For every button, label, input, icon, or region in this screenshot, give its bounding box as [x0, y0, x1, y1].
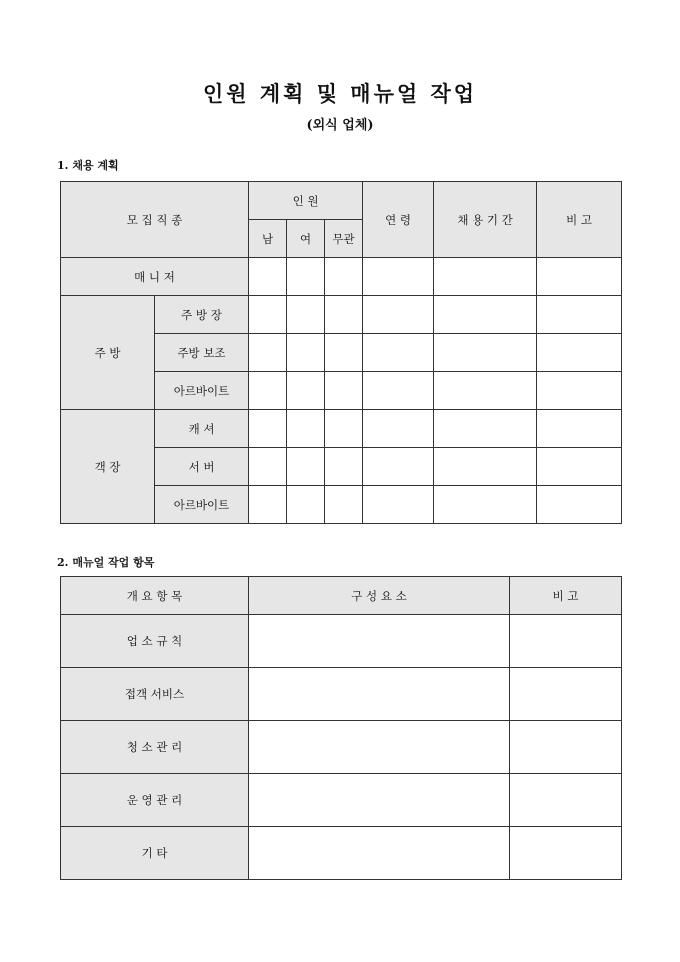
cell-any[interactable]	[325, 486, 363, 524]
cell-male[interactable]	[249, 448, 287, 486]
cell-age[interactable]	[363, 410, 434, 448]
cell-period[interactable]	[434, 334, 537, 372]
header-male: 남	[249, 220, 287, 258]
group-label-kitchen: 주 방	[61, 296, 155, 410]
cell-age[interactable]	[363, 448, 434, 486]
cell-any[interactable]	[325, 448, 363, 486]
document-title: 인원 계획 및 매뉴얼 작업	[202, 81, 478, 106]
cell-note[interactable]	[537, 486, 622, 524]
header-hiring-period: 채 용 기 간	[434, 182, 537, 258]
row-label-cleaning: 청 소 관 리	[61, 721, 249, 774]
header-job-type: 모 집 직 종	[61, 182, 249, 258]
cell-female[interactable]	[287, 258, 325, 296]
cell-any[interactable]	[325, 258, 363, 296]
cell-note[interactable]	[537, 372, 622, 410]
cell-female[interactable]	[287, 448, 325, 486]
cell-note[interactable]	[537, 448, 622, 486]
cell-age[interactable]	[363, 372, 434, 410]
cell-male[interactable]	[249, 296, 287, 334]
cell-period[interactable]	[434, 486, 537, 524]
cell-male[interactable]	[249, 486, 287, 524]
cell-period[interactable]	[434, 296, 537, 334]
section-heading-manual-items: 2. 매뉴얼 작업 항목	[57, 556, 155, 569]
cell-period[interactable]	[434, 410, 537, 448]
document-subtitle: (외식 업체)	[306, 118, 374, 133]
row-label-cashier: 캐 셔	[155, 410, 249, 448]
header-female: 여	[287, 220, 325, 258]
group-label-hall: 객 장	[61, 410, 155, 524]
cell-age[interactable]	[363, 296, 434, 334]
cell-note[interactable]	[510, 615, 622, 668]
cell-period[interactable]	[434, 372, 537, 410]
header-note: 비 고	[537, 182, 622, 258]
cell-note[interactable]	[537, 410, 622, 448]
row-label-house-rules: 업 소 규 칙	[61, 615, 249, 668]
cell-male[interactable]	[249, 372, 287, 410]
cell-male[interactable]	[249, 410, 287, 448]
cell-any[interactable]	[325, 410, 363, 448]
row-label-customer-service: 접객 서비스	[61, 668, 249, 721]
cell-note[interactable]	[537, 296, 622, 334]
cell-note[interactable]	[510, 721, 622, 774]
header-components: 구 성 요 소	[249, 577, 510, 615]
cell-components[interactable]	[249, 827, 510, 880]
cell-age[interactable]	[363, 258, 434, 296]
row-label-operations: 운 영 관 리	[61, 774, 249, 827]
cell-male[interactable]	[249, 334, 287, 372]
cell-any[interactable]	[325, 372, 363, 410]
cell-note[interactable]	[510, 827, 622, 880]
cell-age[interactable]	[363, 334, 434, 372]
header-personnel: 인 원	[249, 182, 363, 220]
cell-note[interactable]	[537, 334, 622, 372]
hiring-plan-table	[60, 181, 622, 524]
cell-note[interactable]	[510, 668, 622, 721]
manual-items-table	[60, 576, 622, 880]
row-label-head-chef: 주 방 장	[155, 296, 249, 334]
header-note: 비 고	[510, 577, 622, 615]
section-heading-hiring-plan: 1. 채용 계획	[57, 159, 119, 172]
cell-any[interactable]	[325, 296, 363, 334]
cell-note[interactable]	[537, 258, 622, 296]
header-any: 무관	[325, 220, 363, 258]
header-overview: 개 요 항 목	[61, 577, 249, 615]
row-label-kitchen-parttime: 아르바이트	[155, 372, 249, 410]
cell-female[interactable]	[287, 372, 325, 410]
cell-period[interactable]	[434, 448, 537, 486]
cell-male[interactable]	[249, 258, 287, 296]
row-label-hall-parttime: 아르바이트	[155, 486, 249, 524]
cell-components[interactable]	[249, 721, 510, 774]
cell-components[interactable]	[249, 668, 510, 721]
cell-any[interactable]	[325, 334, 363, 372]
cell-female[interactable]	[287, 296, 325, 334]
cell-components[interactable]	[249, 774, 510, 827]
cell-components[interactable]	[249, 615, 510, 668]
cell-female[interactable]	[287, 410, 325, 448]
row-label-manager: 매 니 저	[61, 258, 249, 296]
row-label-other: 기 타	[61, 827, 249, 880]
cell-age[interactable]	[363, 486, 434, 524]
cell-period[interactable]	[434, 258, 537, 296]
header-age: 연 령	[363, 182, 434, 258]
cell-note[interactable]	[510, 774, 622, 827]
row-label-server: 서 버	[155, 448, 249, 486]
row-label-kitchen-assistant: 주방 보조	[155, 334, 249, 372]
cell-female[interactable]	[287, 334, 325, 372]
cell-female[interactable]	[287, 486, 325, 524]
